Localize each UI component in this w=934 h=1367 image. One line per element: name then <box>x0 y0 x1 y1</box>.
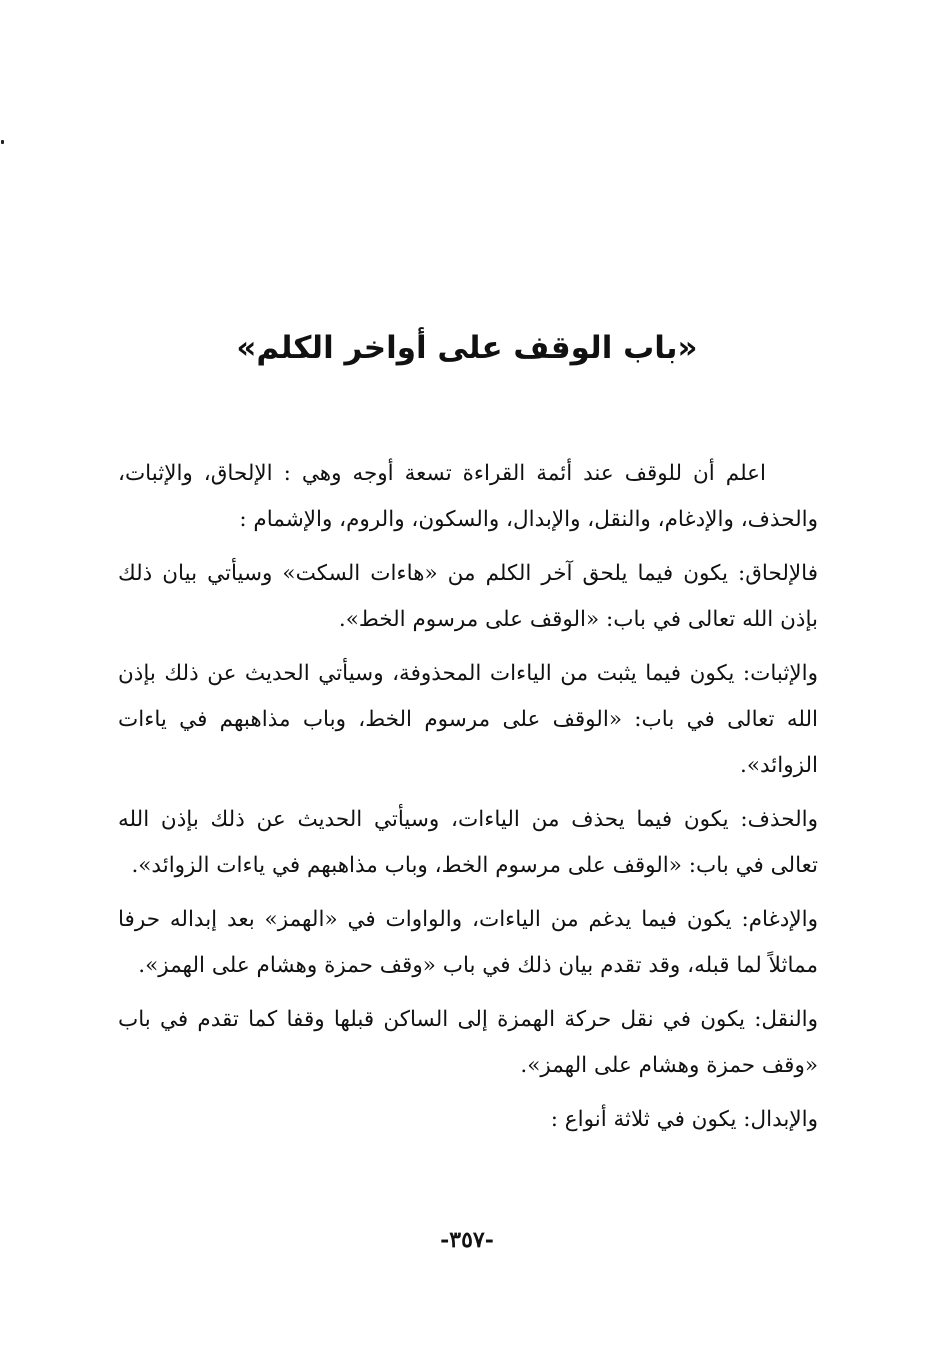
chapter-title: «باب الوقف على أواخر الكلم» <box>236 330 698 366</box>
paragraph-ithbat: والإثبات: يكون فيما يثبت من الياءات المحذوفة، وسيأتي الحديث عن ذلك بإذن الله تعالى في باب: «الوقف على مرسوم الخط، وباب مذاهبهم في ياءات الزوائد». <box>118 661 818 778</box>
paragraph-naql: والنقل: يكون في نقل حركة الهمزة إلى الساكن قبلها وقفا كما تقدم في باب «وقف حمزة وهشام على الهمز». <box>118 1007 818 1078</box>
page-number: -٣٥٧- <box>440 1227 494 1253</box>
paragraph-ibdal: والإبدال: يكون في ثلاثة أنواع : <box>550 1107 818 1132</box>
paragraph-idgham: والإدغام: يكون فيما يدغم من الياءات، والواوات في «الهمز» بعد إبداله حرفا مماثلاً لما قبله، وقد تقدم بيان ذلك في باب «وقف حمزة وهشام على الهمز». <box>118 907 818 978</box>
scan-mark <box>1 140 4 144</box>
paragraph-intro: اعلم أن للوقف عند أئمة القراءة تسعة أوجه وهي : الإلحاق، والإثبات، والحذف، والإدغام، والنقل، والإبدال، والسكون، والروم، والإشمام : <box>118 461 818 532</box>
paragraph-hadhf: والحذف: يكون فيما يحذف من الياءات، وسيأتي الحديث عن ذلك بإذن الله تعالى في باب: «الوقف على مرسوم الخط، وباب مذاهبهم في ياءات الزوائد». <box>118 807 818 878</box>
body-text <box>118 451 818 1151</box>
paragraph-ilhaq: فالإلحاق: يكون فيما يلحق آخر الكلم من «هاءات السكت» وسيأتي بيان ذلك بإذن الله تعالى في باب: «الوقف على مرسوم الخط». <box>118 561 818 632</box>
